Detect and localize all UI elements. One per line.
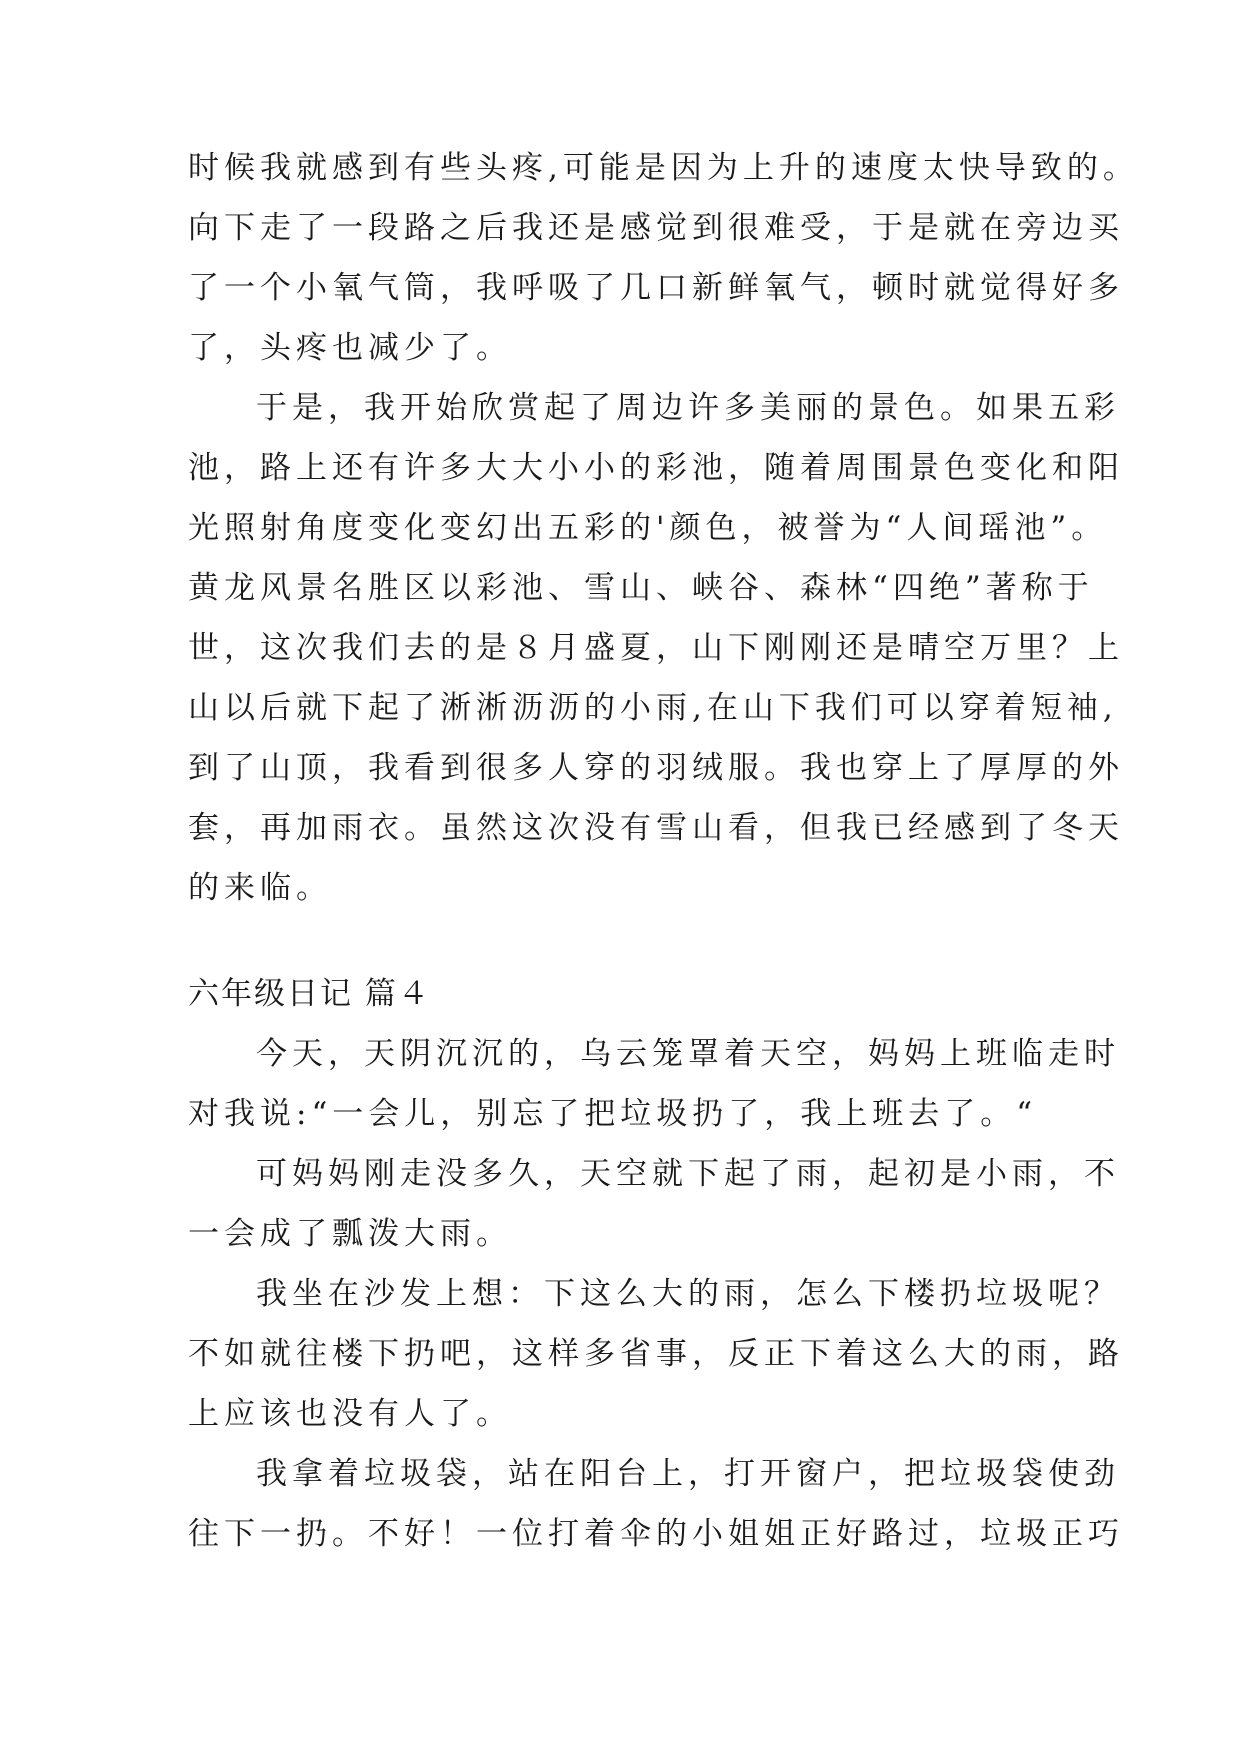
paragraph-line: 今天，天阴沉沉的，乌云笼罩着天空，妈妈上班临走时 — [256, 1036, 1120, 1072]
paragraph-line: 不如就往楼下扔吧，这样多省事，反正下着这么大的雨，路 — [188, 1336, 1124, 1372]
paragraph-line: 世，这次我们去的是８月盛夏，山下刚刚还是晴空万里？上 — [188, 630, 1124, 666]
section-title: 六年级日记 篇４ — [188, 976, 431, 1012]
paragraph-line: 我坐在沙发上想：下这么大的雨，怎么下楼扔垃圾呢？ — [256, 1276, 1120, 1312]
paragraph-line: 的来临。 — [188, 870, 332, 906]
paragraph-line: 一会成了瓢泼大雨。 — [188, 1216, 512, 1252]
paragraph-line: 我拿着垃圾袋，站在阳台上，打开窗户，把垃圾袋使劲 — [256, 1456, 1120, 1492]
paragraph-line: 时候我就感到有些头疼,可能是因为上升的速度太快导致的。 — [188, 150, 1139, 186]
paragraph-line: 到了山顶，我看到很多人穿的羽绒服。我也穿上了厚厚的外 — [188, 750, 1124, 786]
paragraph-line: 于是，我开始欣赏起了周边许多美丽的景色。如果五彩 — [256, 390, 1120, 426]
paragraph-line: 往下一扔。不好！一位打着伞的小姐姐正好路过，垃圾正巧 — [188, 1516, 1124, 1552]
paragraph-line: 光照射角度变化变幻出五彩的'颜色，被誉为“人间瑶池”。 — [188, 510, 1108, 546]
paragraph-line: 了，头疼也减少了。 — [188, 330, 512, 366]
paragraph-line: 池，路上还有许多大大小小的彩池，随着周围景色变化和阳 — [188, 450, 1124, 486]
paragraph-line: 对我说:“一会儿，别忘了把垃圾扔了，我上班去了。“ — [188, 1096, 1038, 1132]
paragraph-line: 可妈妈刚走没多久，天空就下起了雨，起初是小雨，不 — [256, 1156, 1120, 1192]
paragraph-line: 套，再加雨衣。虽然这次没有雪山看，但我已经感到了冬天 — [188, 810, 1124, 846]
paragraph-line: 向下走了一段路之后我还是感觉到很难受，于是就在旁边买 — [188, 210, 1124, 246]
paragraph-line: 上应该也没有人了。 — [188, 1396, 512, 1432]
paragraph-line: 了一个小氧气筒，我呼吸了几口新鲜氧气，顿时就觉得好多 — [188, 270, 1124, 306]
paragraph-line: 山以后就下起了淅淅沥沥的小雨,在山下我们可以穿着短袖, — [188, 690, 1118, 726]
paragraph-line: 黄龙风景名胜区以彩池、雪山、峡谷、森林“四绝”著称于 — [188, 570, 1094, 606]
